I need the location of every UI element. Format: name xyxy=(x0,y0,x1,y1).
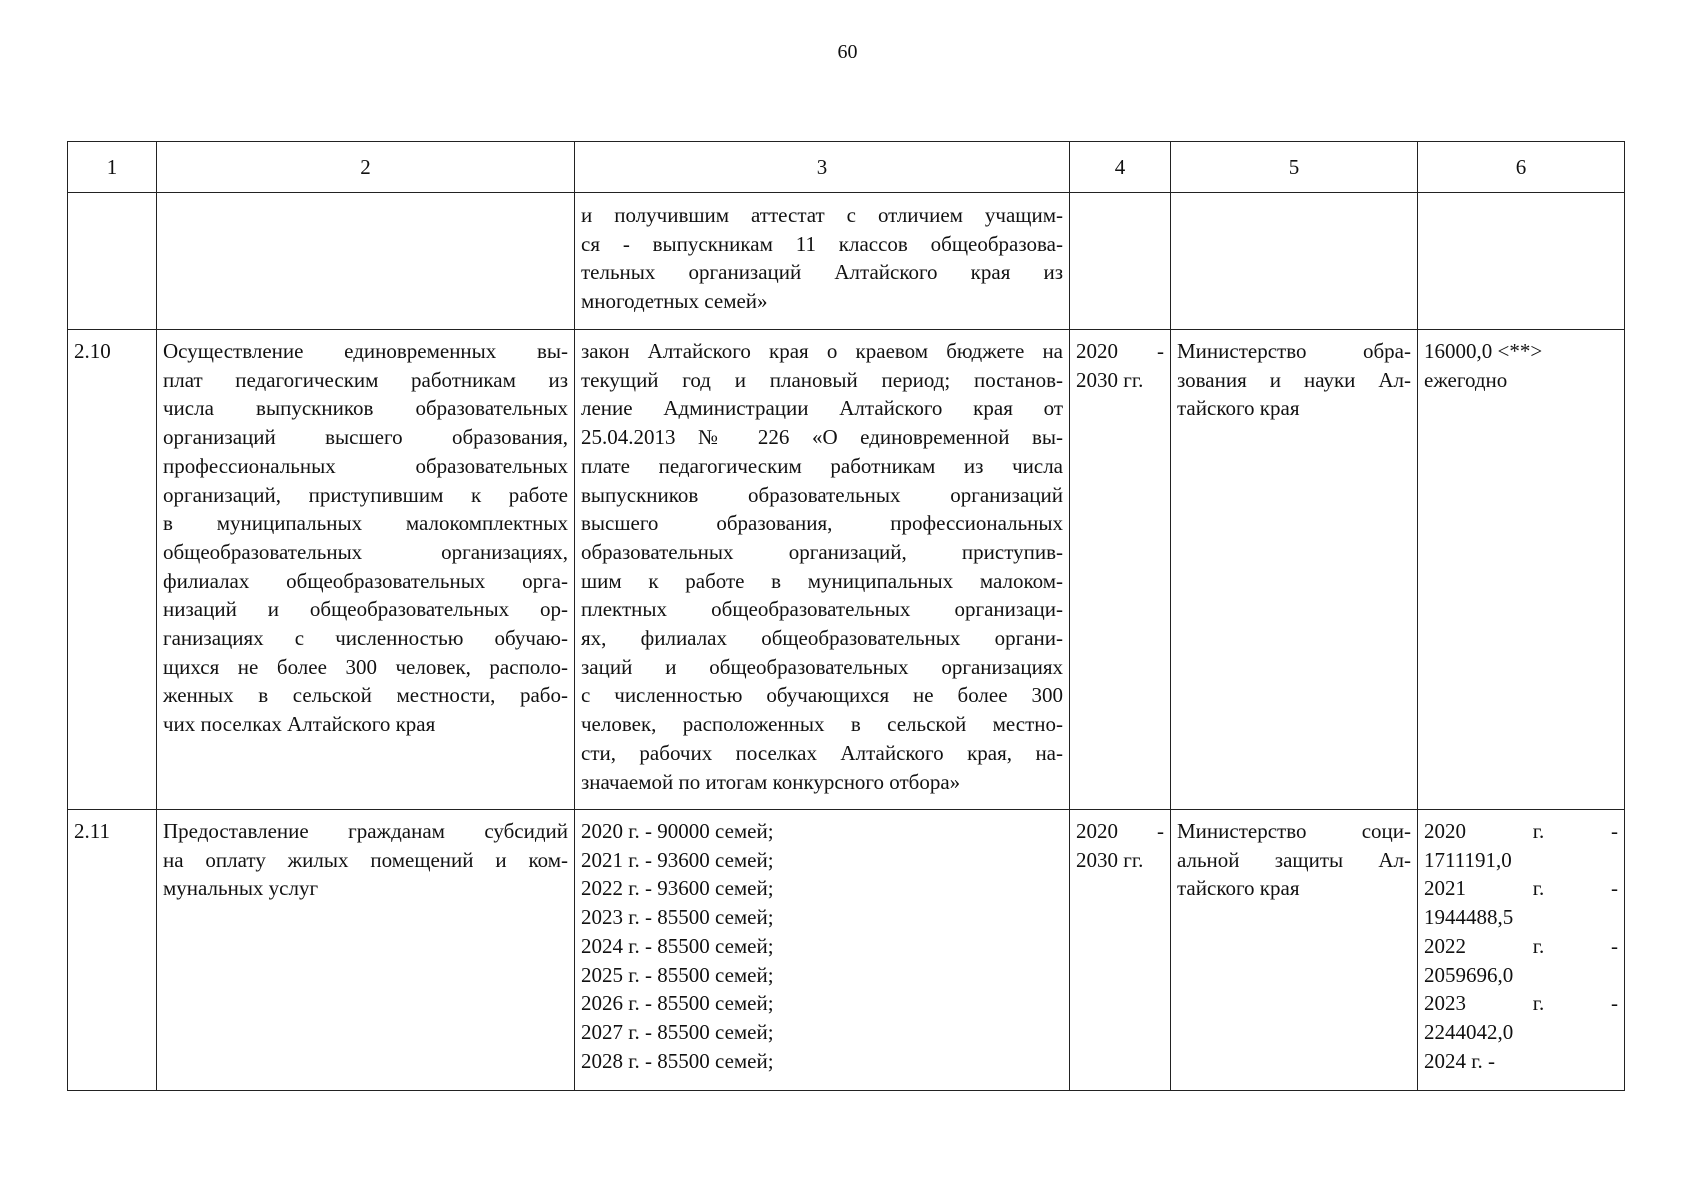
cell-basis xyxy=(575,193,1070,330)
text-line: тайского края xyxy=(1177,876,1300,901)
text-line: филиалах общеобразовательных орга- xyxy=(163,568,568,593)
table-row xyxy=(68,330,1625,810)
text-line: плат педагогическим работникам из xyxy=(163,367,568,392)
text-line: ях, филиалах общеобразовательных органи- xyxy=(581,626,1063,651)
text-line: ление Администрации Алтайского края от xyxy=(581,396,1063,421)
text-line: плате педагогическим работникам из числа xyxy=(581,453,1063,478)
text-line: плектных общеобразовательных организаци- xyxy=(581,597,1063,622)
text-line: 2022 г. - xyxy=(1424,933,1618,958)
cell-measure xyxy=(157,810,575,1091)
program-table xyxy=(67,141,1625,1091)
text-line: сти, рабочих поселках Алтайского края, на- xyxy=(581,740,1063,765)
table-row xyxy=(68,810,1625,1091)
cell-number: 2.11 xyxy=(68,810,157,1091)
text-line: 2020 - xyxy=(1076,339,1164,363)
header-col-4: 4 xyxy=(1070,142,1171,193)
text-line: высшего образования, профессиональных xyxy=(581,511,1063,536)
measure-text xyxy=(163,337,568,739)
text-line: зования и науки Ал- xyxy=(1177,367,1411,392)
text-line: 2020 г. - xyxy=(1424,819,1618,843)
text-line: числа выпускников образовательных xyxy=(163,396,568,421)
cell-finance xyxy=(1418,330,1625,810)
executor-text xyxy=(1177,337,1411,423)
text-line: Предоставление гражданам субсидий xyxy=(163,819,568,843)
cell-period xyxy=(1070,330,1171,810)
text-line: Министерство соци- xyxy=(1177,819,1411,843)
cell-executor xyxy=(1171,330,1418,810)
table-row xyxy=(68,193,1625,330)
text-line: 1944488,5 xyxy=(1424,905,1514,930)
page-number: 60 xyxy=(837,41,858,63)
text-line: щихся не более 300 человек, располо- xyxy=(163,654,568,679)
text-line: ся - выпускникам 11 классов общеобразова- xyxy=(581,231,1063,256)
text-line: мунальных услуг xyxy=(163,876,319,901)
text-line: в муниципальных малокомплектных xyxy=(163,511,568,536)
measure-text xyxy=(163,817,568,903)
cell-number: 2.10 xyxy=(68,330,157,810)
text-line: шим к работе в муниципальных малоком- xyxy=(581,568,1063,593)
text-line: 2030 гг. xyxy=(1076,847,1144,872)
header-col-1: 1 xyxy=(68,142,157,193)
text-line: 2244042,0 xyxy=(1424,1019,1514,1044)
text-line: Осуществление единовременных вы- xyxy=(163,339,568,363)
text-line: альной защиты Ал- xyxy=(1177,847,1411,872)
text-line: общеобразовательных организациях, xyxy=(163,539,568,564)
text-line: многодетных семей» xyxy=(581,289,768,314)
table-header-row xyxy=(68,142,1625,193)
text-line: чих поселках Алтайского края xyxy=(163,712,436,737)
basis-text: 2020 г. - 90000 семей; 2021 г. - 93600 семей; 2022 г. - 93600 семей; 2023 г. - 85500 семей; 2024 г. - 85500 семей; 2025 г. - 85500 семей; 2026 г. - 85500 семей; 2027 г. - 85500 семей; 2028 г. - 85500 семей; xyxy=(581,819,774,1073)
text-line: 2023 г. - xyxy=(1424,991,1618,1016)
text-line: тельных организаций Алтайского края из xyxy=(581,260,1063,285)
text-line: ганизациях с численностью обучаю- xyxy=(163,626,568,651)
text-line: на оплату жилых помещений и ком- xyxy=(163,847,568,872)
header-col-6: 6 xyxy=(1418,142,1625,193)
text-line: 2021 г. - xyxy=(1424,876,1618,901)
text-line: образовательных организаций, приступив- xyxy=(581,539,1063,564)
cell-finance xyxy=(1418,810,1625,1091)
cell-executor xyxy=(1171,810,1418,1091)
text-line: закон Алтайского края о краевом бюджете на xyxy=(581,339,1063,363)
cell-measure xyxy=(157,330,575,810)
text-line: Министерство обра- xyxy=(1177,339,1411,363)
cell-basis xyxy=(575,330,1070,810)
text-line: организаций, приступившим к работе xyxy=(163,482,568,507)
cell-number xyxy=(68,193,157,330)
period-text xyxy=(1076,817,1164,874)
period-text xyxy=(1076,337,1164,394)
text-line: низаций и общеобразовательных ор- xyxy=(163,597,568,622)
finance-text: 16000,0 <**> ежегодно xyxy=(1424,339,1543,392)
text-line: и получившим аттестат с отличием учащим- xyxy=(581,203,1063,227)
text-line: 2024 г. - xyxy=(1424,1048,1495,1073)
text-line: текущий год и плановый период; постанов- xyxy=(581,367,1063,392)
text-line: женных в сельской местности, рабо- xyxy=(163,683,568,708)
text-line: заций и общеобразовательных организациях xyxy=(581,654,1063,679)
text-line: с численностью обучающихся не более 300 xyxy=(581,683,1063,708)
header-col-2: 2 xyxy=(157,142,575,193)
cell-executor xyxy=(1171,193,1418,330)
cell-measure xyxy=(157,193,575,330)
cell-period xyxy=(1070,810,1171,1091)
text-line: профессиональных образовательных xyxy=(163,453,568,478)
finance-text xyxy=(1424,817,1618,1075)
text-line: 25.04.2013 № 226 «О единовременной вы- xyxy=(581,425,1063,450)
text-line: тайского края xyxy=(1177,396,1300,421)
basis-text xyxy=(581,337,1063,796)
text-line: 1711191,0 xyxy=(1424,847,1512,872)
cell-finance xyxy=(1418,193,1625,330)
text-line: выпускников образовательных организаций xyxy=(581,482,1063,507)
header-col-3: 3 xyxy=(575,142,1070,193)
cell-period xyxy=(1070,193,1171,330)
executor-text xyxy=(1177,817,1411,903)
text-line: значаемой по итогам конкурсного отбора» xyxy=(581,769,961,794)
header-col-5: 5 xyxy=(1171,142,1418,193)
text-line: 2030 гг. xyxy=(1076,367,1144,392)
cell-basis xyxy=(575,810,1070,1091)
text-line: человек, расположенных в сельской местно- xyxy=(581,712,1063,737)
text-line: 2020 - xyxy=(1076,819,1164,843)
basis-text xyxy=(581,201,1063,316)
text-line: организаций высшего образования, xyxy=(163,425,568,450)
text-line: 2059696,0 xyxy=(1424,962,1514,987)
